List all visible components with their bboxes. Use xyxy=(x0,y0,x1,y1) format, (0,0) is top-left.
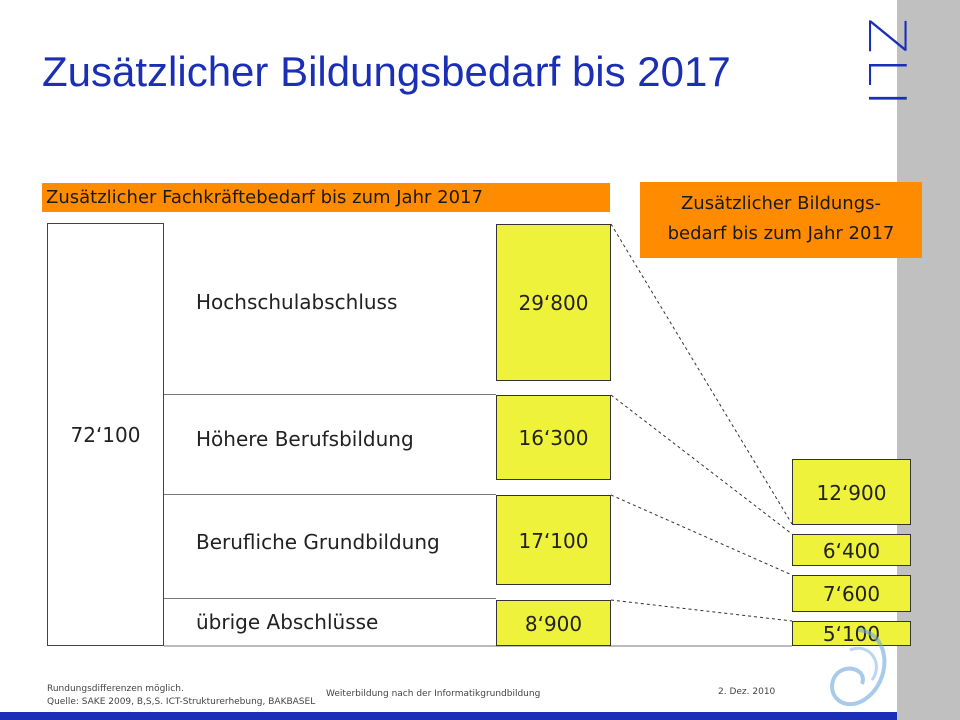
swirl-decoration-icon xyxy=(820,620,896,712)
page-title: Zusätzlicher Bildungsbedarf bis 2017 xyxy=(42,48,731,95)
connector-berufliche xyxy=(611,495,792,575)
footer-center-text: Weiterbildung nach der Informatikgrundbildung xyxy=(326,689,541,699)
connector-hoehere xyxy=(611,395,792,534)
label-uebrige-abschluesse: übrige Abschlüsse xyxy=(196,610,379,634)
footer-note-rounding: Rundungsdifferenzen möglich. xyxy=(47,684,184,694)
banner-fachkraeftebedarf: Zusätzlicher Fachkräftebedarf bis zum Jahr 2017 xyxy=(42,183,610,212)
connector-hochschul xyxy=(611,224,792,524)
footer-note-source: Quelle: SAKE 2009, B,S,S. ICT-Strukturerhebung, BAKBASEL xyxy=(47,697,316,707)
footer-date: 2. Dez. 2010 xyxy=(718,687,776,697)
value-box-uebrige-abschluesse: 8‘900 xyxy=(496,600,611,646)
banner-bildungsbedarf-line2: bedarf bis zum Jahr 2017 xyxy=(667,223,895,244)
value-box-hochschulabschluss: 29‘800 xyxy=(496,224,611,381)
label-berufliche-grundbildung: Berufliche Grundbildung xyxy=(196,530,440,554)
banner-bildungsbedarf-line1: Zusätzlicher Bildungs- xyxy=(680,193,882,214)
need-box-hoehere-berufsbildung: 6‘400 xyxy=(792,534,911,566)
need-box-hochschulabschluss: 12‘900 xyxy=(792,459,911,525)
zli-logo: ZLI xyxy=(856,18,916,110)
bottom-blue-bar xyxy=(0,712,897,720)
value-box-hoehere-berufsbildung: 16‘300 xyxy=(496,395,611,480)
total-box: 72‘100 xyxy=(47,223,164,646)
label-hochschulabschluss: Hochschulabschluss xyxy=(196,290,398,314)
label-hoehere-berufsbildung: Höhere Berufsbildung xyxy=(196,427,414,451)
row-divider xyxy=(164,598,496,599)
need-box-berufliche-grundbildung: 7‘600 xyxy=(792,575,911,612)
need-box-uebrige-abschluesse: 5‘100 xyxy=(792,621,911,646)
row-divider xyxy=(164,494,496,495)
connector-uebrige xyxy=(611,600,792,621)
value-box-berufliche-grundbildung: 17‘100 xyxy=(496,495,611,585)
row-divider xyxy=(164,394,496,395)
